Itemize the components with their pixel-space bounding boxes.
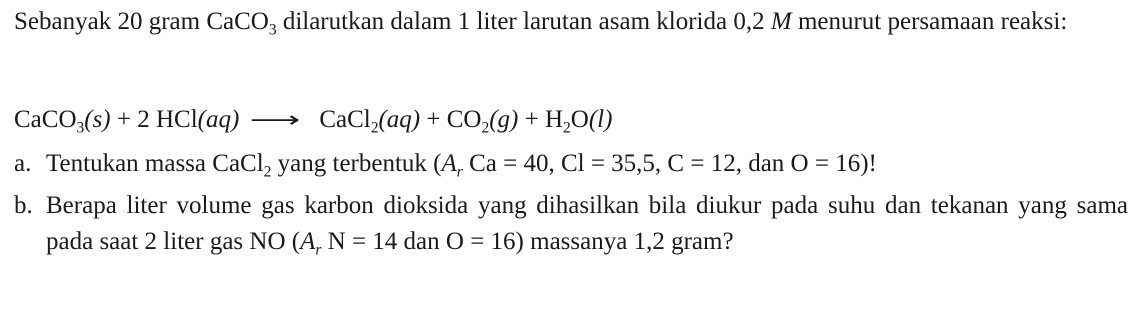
relative-atomic-mass-symbol: $A_r$: [441, 150, 463, 181]
problem-intro: [14, 4, 1128, 40]
question-b-marker: b.: [14, 192, 33, 219]
product-cacl2: CaCl$_2$(aq): [319, 106, 421, 137]
intro-text-2: dilarutkan dalam 1 liter larutan asam klorida 0,2: [276, 8, 771, 35]
formula-cacl2: CaCl$_2$: [212, 150, 272, 181]
product-h2o: + $H_2O(l)$: [518, 106, 613, 137]
reactant-caco3: CaCO$_3$(s): [14, 106, 111, 137]
product-co2: + $CO_2(g)$: [420, 106, 519, 137]
question-a-marker: a.: [14, 150, 32, 177]
question-b: [14, 188, 1128, 260]
question-a-text: Tentukan massa CaCl$_2$ yang terbentuk ($A_r$ Ca = 40, Cl = 35,5, C = 12, dan O = 16)!: [46, 150, 877, 181]
formula-caco3: CaCO$_3$: [206, 8, 277, 39]
molarity-unit: M: [770, 8, 792, 35]
intro-text-1: Sebanyak 20 gram: [14, 8, 207, 35]
intro-paragraph: [14, 4, 1128, 40]
reactant-hcl: + 2 HCl(aq): [110, 106, 240, 133]
reaction-equation: [14, 102, 1128, 139]
reaction-arrow: ⟶: [250, 108, 301, 133]
question-b-text: Berapa liter volume gas karbon dioksida yang dihasilkan bila diukur pada suhu dan tekanan yang sama pada saat 2 liter gas NO ($A_r$ N = 14 dan O = 16) massanya 1,2 gram?: [46, 192, 1128, 259]
question-a: [14, 146, 1128, 182]
relative-atomic-mass-symbol: $A_r$: [300, 228, 322, 259]
intro-text-3: menurut persamaan reaksi:: [791, 8, 1068, 35]
